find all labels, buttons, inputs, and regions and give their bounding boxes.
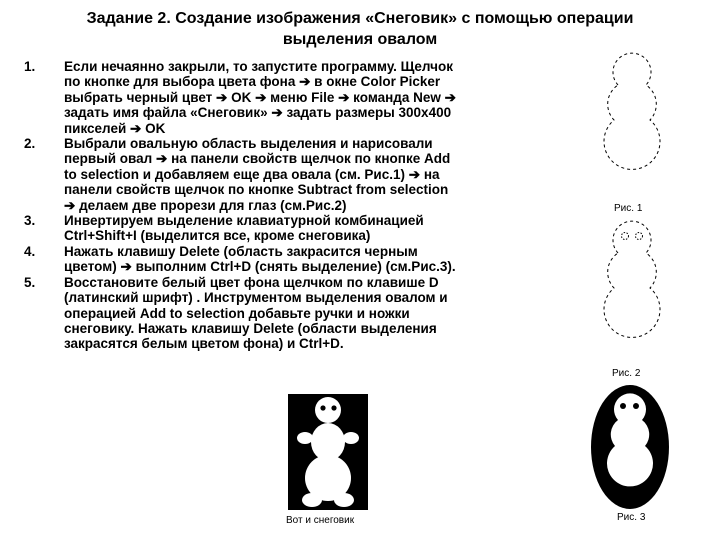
step-3-number: 3. — [24, 213, 36, 229]
arrow-right-icon: ➔ — [408, 166, 421, 182]
figure-4-caption: Вот и снеговик — [286, 515, 355, 526]
snowman-left-arm — [297, 432, 313, 444]
step-2-text — [64, 136, 559, 213]
right-eye-selection — [636, 233, 643, 240]
snowman-head — [315, 397, 341, 423]
step-1-part-2: в окне Color Picker выбрать черный цвет — [64, 74, 441, 105]
task-title-line-2: выделения овалом — [282, 31, 438, 48]
step-5 — [24, 275, 559, 352]
arrow-right-icon: ➔ — [255, 89, 267, 105]
figure-1-snowman-outline — [588, 52, 678, 200]
step-4-number: 4. — [24, 243, 36, 259]
figure-4-final-snowman — [288, 394, 368, 510]
step-1-part-8: OK — [141, 120, 166, 136]
step-1-part-4: меню File — [266, 89, 339, 105]
arrow-right-icon: ➔ — [64, 197, 76, 213]
task-title-line-1: Задание 2. Создание изображения «Снеговик» с помощью операции — [86, 10, 634, 27]
arrow-right-icon: ➔ — [130, 120, 142, 136]
snowman-right-foot — [334, 493, 354, 507]
step-1-part-5: команда New — [349, 89, 445, 105]
step-2-part-3: на панели свойств щелчок по кнопке Subtract from selection — [64, 166, 449, 198]
step-5-number: 5. — [24, 274, 36, 290]
left-eye — [320, 405, 325, 410]
step-2-part-4: делаем две прорези для глаз (см.Рис.2) — [75, 197, 347, 213]
arrow-right-icon: ➔ — [120, 259, 132, 275]
snowman-right-arm — [343, 432, 359, 444]
step-1-part-3: OK — [227, 89, 256, 105]
step-2-part-1: Выбрали овальную область выделения и нарисовали первый овал — [64, 136, 433, 167]
task-title — [20, 8, 700, 50]
step-4 — [24, 244, 559, 275]
arrow-right-icon: ➔ — [338, 89, 350, 105]
left-eye-selection — [622, 233, 629, 240]
figure-2-snowman-outline-eyes — [588, 220, 678, 368]
arrow-right-icon: ➔ — [299, 74, 311, 90]
step-4-text — [64, 244, 559, 275]
arrow-right-icon: ➔ — [216, 89, 228, 105]
step-2 — [24, 136, 559, 213]
figure-1-caption: Рис. 1 — [614, 203, 643, 214]
right-eye — [633, 403, 639, 409]
right-eye — [331, 405, 336, 410]
figure-3-caption: Рис. 3 — [617, 512, 646, 523]
step-5-text: Восстановите белый цвет фона щелчком по клавише D (латинский шрифт) . Инструментом выделения овалом и операцией Add to selection добавьте ручки и ножки снеговику. Нажать клавишу Delete (области выделения закрасятся белым цветом фона) и Ctrl+D. — [64, 274, 448, 352]
step-1-part-7: задать размеры 300х400 пикселей — [64, 105, 452, 136]
figure-2-caption: Рис. 2 — [612, 368, 641, 379]
step-2-part-2: на панели свойств щелчок по кнопке Add to selection и добавляем еще два овала (см. Рис.1) — [64, 151, 451, 182]
step-1 — [24, 59, 559, 136]
step-1-part-6: задать имя файла «Снеговик» — [64, 105, 268, 121]
arrow-right-icon: ➔ — [271, 105, 283, 121]
step-1-text — [64, 59, 559, 136]
steps-list — [24, 59, 559, 352]
step-2-number: 2. — [24, 136, 36, 152]
figure-3-snowman-black-oval — [590, 384, 670, 510]
step-1-part-1: Если нечаянно закрыли, то запустите программу. Щелчок по кнопке для выбора цвета фона — [64, 59, 454, 90]
arrow-right-icon: ➔ — [156, 151, 168, 167]
arrow-right-icon: ➔ — [444, 89, 456, 105]
step-4-part-2: выполним Ctrl+D (снять выделение) (см.Рис.3). — [131, 259, 456, 275]
step-3 — [24, 213, 559, 244]
snowman-outline-shape — [604, 53, 660, 169]
snowman-outline-shape — [604, 221, 660, 337]
step-4-part-1: Нажать клавишу Delete (область закрасится черным цветом) — [64, 243, 418, 275]
step-3-text: Инвертируем выделение клавиатурной комбинацией Ctrl+Shift+I (выделится все, кроме снеговика) — [64, 213, 424, 244]
left-eye — [620, 403, 626, 409]
snowman-left-foot — [302, 493, 322, 507]
step-1-number: 1. — [24, 59, 36, 74]
